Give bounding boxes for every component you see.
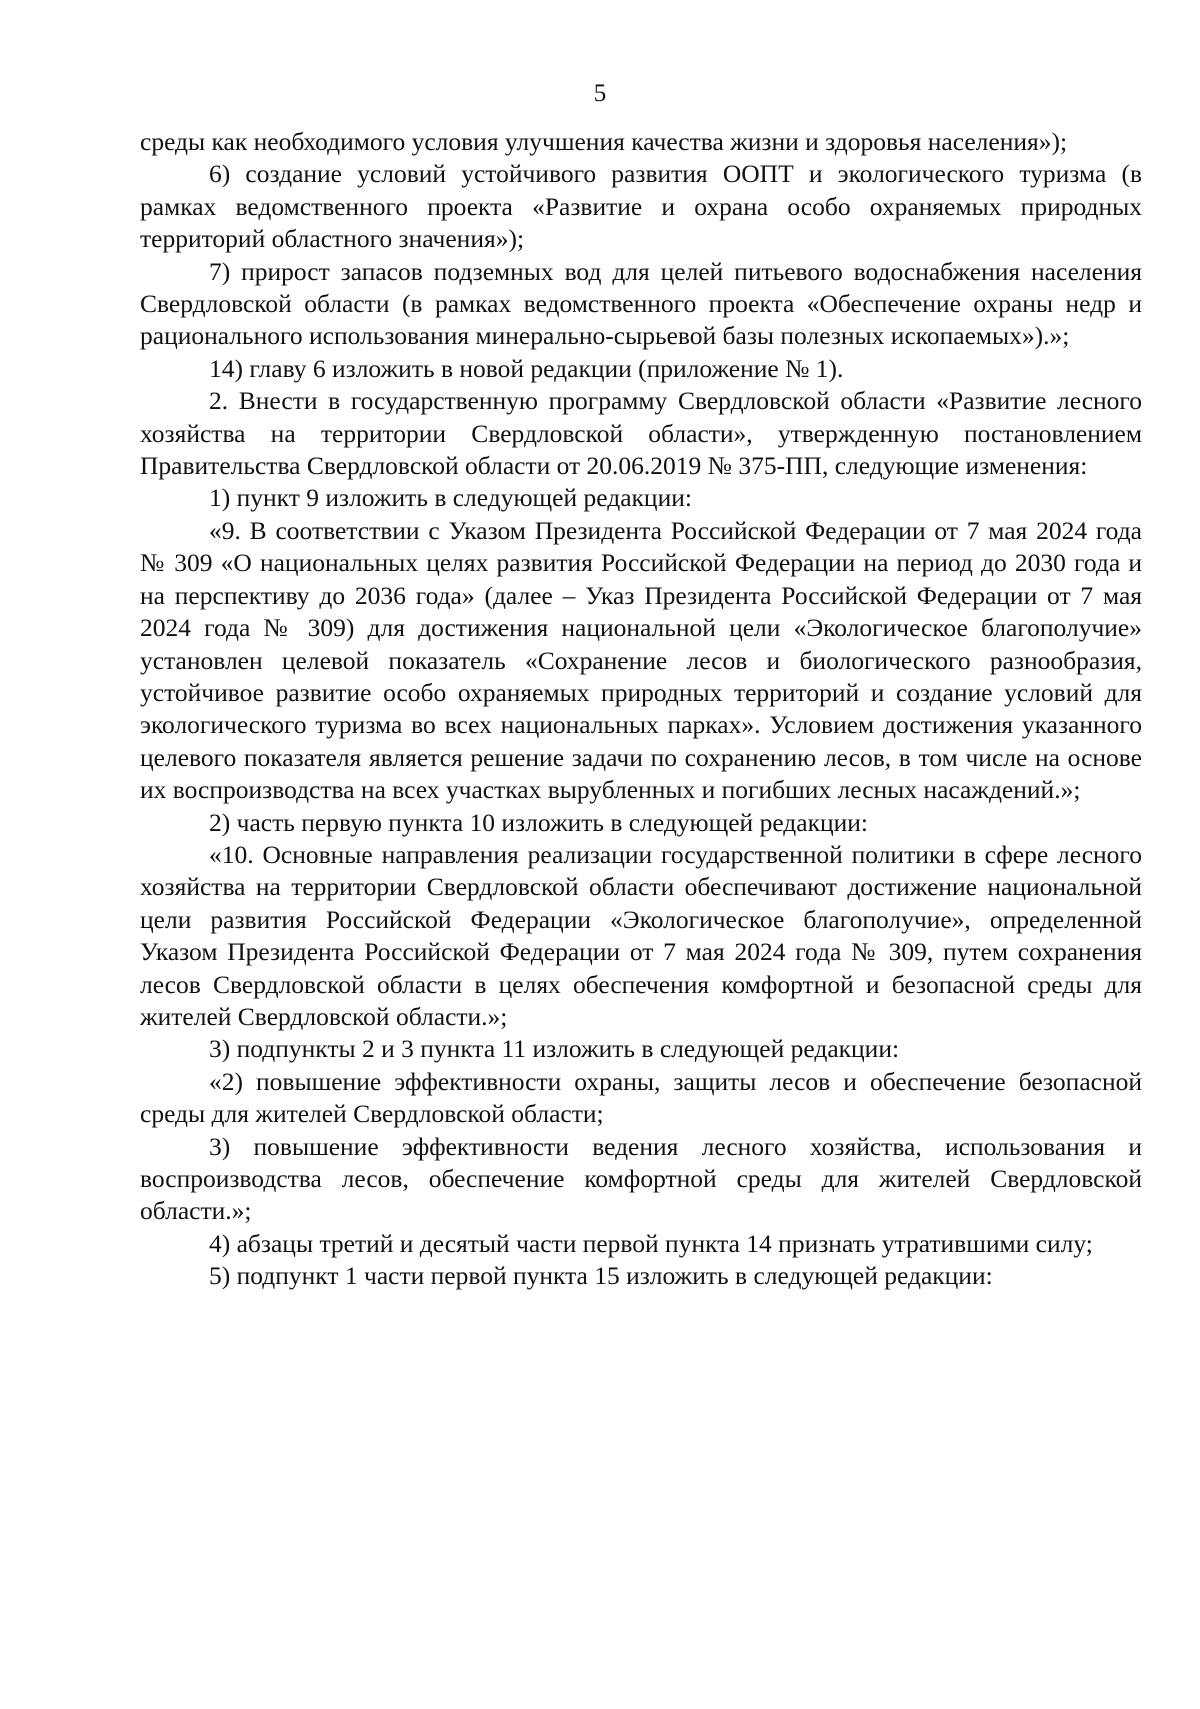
page-number: 5 xyxy=(593,80,607,107)
paragraph: 5) подпункт 1 части первой пункта 15 изложить в следующей редакции: xyxy=(209,1261,993,1291)
paragraph: 2) часть первую пункта 10 изложить в следующей редакции: xyxy=(209,807,869,837)
paragraph: 14) главу 6 изложить в новой редакции (приложение № 1). xyxy=(209,353,844,383)
paragraph: 4) абзацы третий и десятый части первой пункта 14 признать утратившими силу; xyxy=(209,1228,1093,1258)
paragraph: среды как необходимого условия улучшения качества жизни и здоровья населения»); xyxy=(140,127,1068,156)
paragraph: 2. Внести в государственную программу Свердловской области «Развитие лесного хозяйства на территории Свердловской области», утвержденную постановлением Правительства Свердловской области от 20.06.2019 № 375-ПП, следующие изменения: xyxy=(140,386,1142,481)
document-body xyxy=(140,126,1142,1293)
paragraph: «2) повышение эффективности охраны, защиты лесов и обеспечение безопасной среды для жителей Свердловской области; xyxy=(140,1066,1142,1129)
paragraph: «10. Основные направления реализации государственной политики в сфере лесного хозяйства на территории Свердловской области обеспечивают достижение национальной цели развития Российской Федерации «Экологическое благополучие», определенной Указом Президента Российской Федерации от 7 мая 2024 года № 309, путем сохранения лесов Свердловской области в целях обеспечения комфортной и безопасной среды для жителей Свердловской области.»; xyxy=(140,839,1142,1031)
paragraph: «9. В соответствии с Указом Президента Российской Федерации от 7 мая 2024 года № 309 «О национальных целях развития Российской Федерации на период до 2030 года и на перспективу до 2036 года» (далее – Указ Президента Российской Федерации от 7 мая 2024 года № 309) для достижения национальной цели «Экологическое благополучие» установлен целевой показатель «Сохранение лесов и биологического разнообразия, устойчивое развитие особо охраняемых природных территорий и создание условий для экологического туризма во всех национальных парках». Условием достижения указанного целевого показателя является решение задачи по сохранению лесов, в том числе на основе их воспроизводства на всех участках вырубленных и погибших лесных насаждений.»; xyxy=(140,515,1142,805)
paragraph: 3) повышение эффективности ведения лесного хозяйства, использования и воспроизводства лесов, обеспечение комфортной среды для жителей Свердловской области.»; xyxy=(140,1131,1142,1226)
paragraph: 1) пункт 9 изложить в следующей редакции: xyxy=(209,483,692,513)
paragraph: 6) создание условий устойчивого развития ООПТ и экологического туризма (в рамках ведомственного проекта «Развитие и охрана особо охраняемых природных территорий областного значения»); xyxy=(140,159,1142,254)
paragraph: 3) подпункты 2 и 3 пункта 11 изложить в следующей редакции: xyxy=(209,1034,900,1064)
paragraph: 7) прирост запасов подземных вод для целей питьевого водоснабжения населения Свердловской области (в рамках ведомственного проекта «Обеспечение охраны недр и рационального использования минерально-сырьевой базы полезных ископаемых»).»; xyxy=(140,256,1142,351)
